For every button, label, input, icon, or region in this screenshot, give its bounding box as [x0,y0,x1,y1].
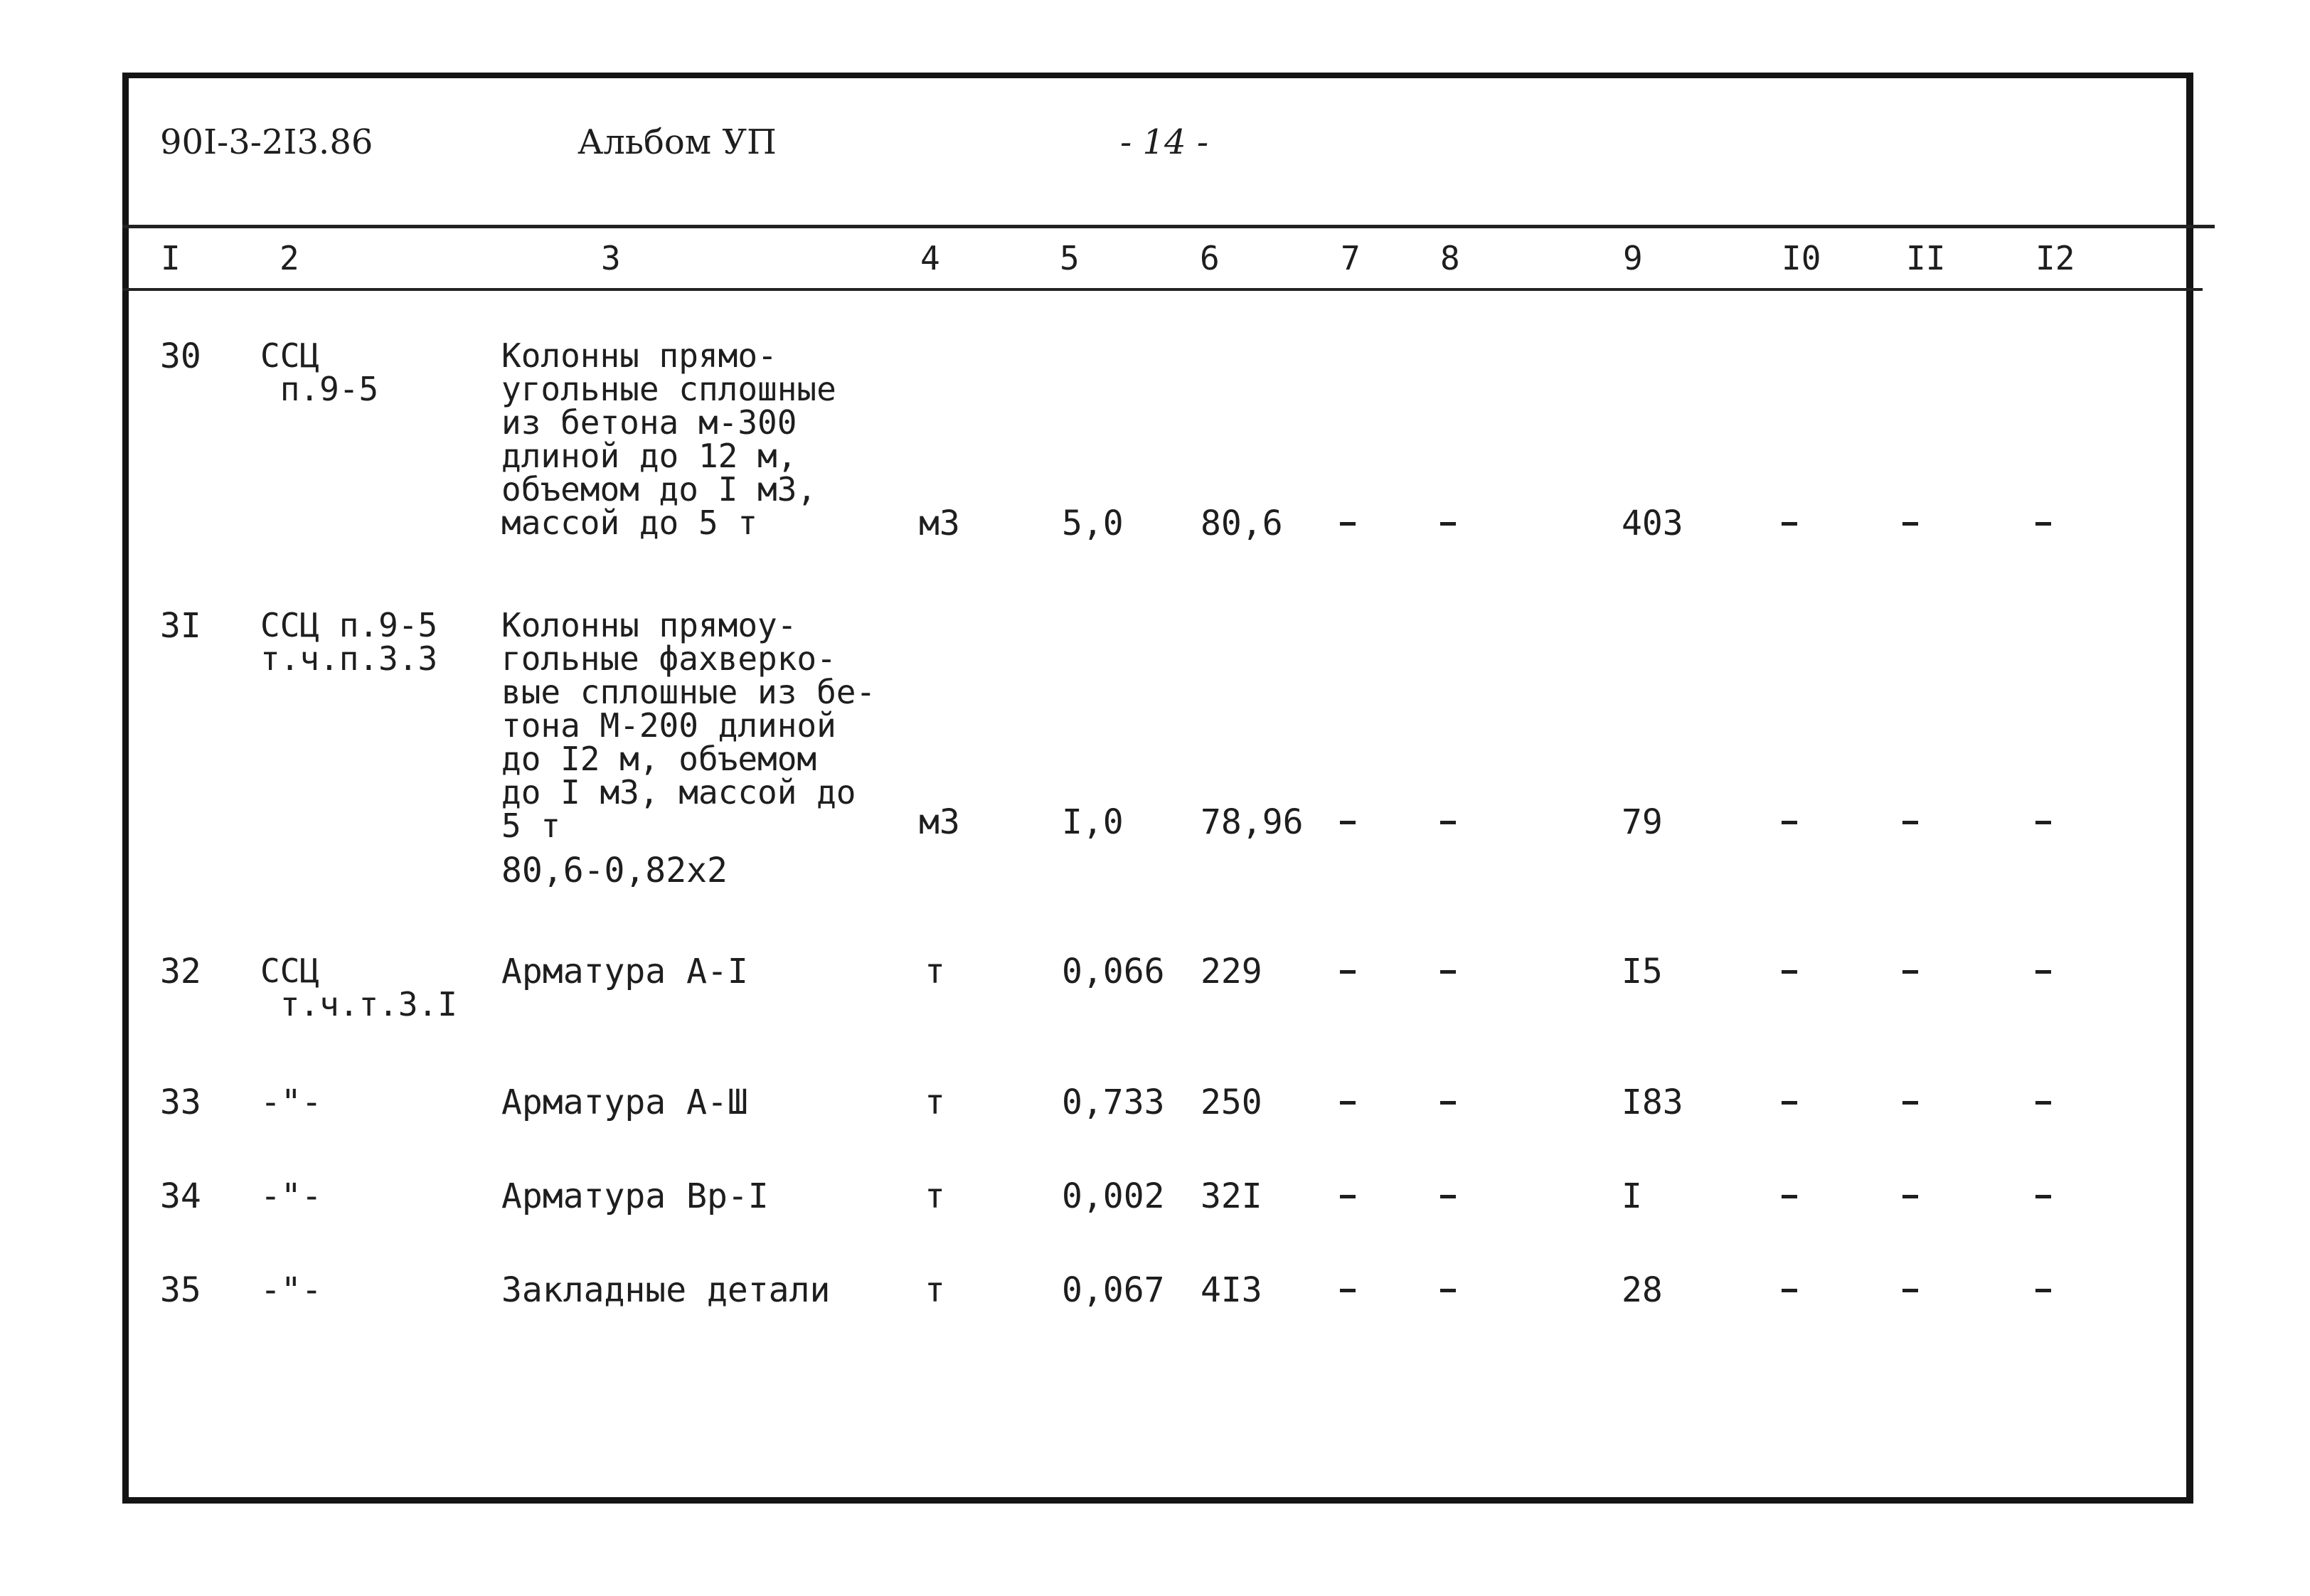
col-num-5: 5 [1060,239,1080,277]
row-col8-dash [1440,522,1456,526]
col-num-3: 3 [601,239,621,277]
row-description: Колонны прямоу- гольные фахверко- вые сплошные из бе- тона М-200 длиной до I2 м, объемом до I м3, массой до 5 т [501,606,876,845]
row-total: 79 [1622,802,1663,842]
row-number: 32 [160,952,201,991]
row-unit-price: 80,6 [1201,504,1283,543]
row-col12-dash [2035,1289,2051,1292]
row-unit: т [925,1082,945,1122]
row-col7-dash [1340,970,1356,974]
col-num-2: 2 [280,239,299,277]
header-bottom-rule [122,288,2203,291]
row-description: Закладные детали [501,1270,831,1310]
page-number: - 14 - [1120,122,1209,162]
col-num-12: I2 [2035,239,2075,277]
col-num-11: II [1906,239,1946,277]
row-col11-dash [1902,522,1918,526]
row-unit: м3 [919,504,960,543]
col-num-10: I0 [1782,239,1821,277]
row-quantity: 0,002 [1062,1176,1165,1216]
row-col7-dash [1340,1289,1356,1292]
row-quantity: I,0 [1062,802,1124,842]
row-code: ССЦ п.9-5 т.ч.п.3.3 [260,606,438,678]
col-num-7: 7 [1341,239,1361,277]
row-unit: т [925,1270,945,1310]
row-unit: т [925,1176,945,1216]
row-col10-dash [1782,1289,1797,1292]
row-code: -"- [260,1176,322,1216]
row-col12-dash [2035,970,2051,974]
row-col11-dash [1902,970,1918,974]
row-col8-dash [1440,821,1456,824]
row-col10-dash [1782,821,1797,824]
row-number: 30 [160,336,201,376]
row-col7-dash [1340,1195,1356,1198]
col-num-8: 8 [1440,239,1460,277]
row-code: ССЦ п.9-5 [260,336,379,408]
row-total: 28 [1622,1270,1663,1310]
row-col11-dash [1902,1195,1918,1198]
row-col10-dash [1782,1101,1797,1105]
row-col12-dash [2035,522,2051,526]
row-unit-price: 32I [1201,1176,1262,1216]
row-code: -"- [260,1082,322,1122]
row-col8-dash [1440,970,1456,974]
row-col7-dash [1340,1101,1356,1105]
row-unit-price: 4I3 [1201,1270,1262,1310]
row-description: Арматура Вр-I [501,1176,769,1216]
row-quantity: 0,067 [1062,1270,1165,1310]
row-unit-price: 229 [1201,952,1262,991]
col-num-9: 9 [1623,239,1643,277]
row-col10-dash [1782,522,1797,526]
row-quantity: 5,0 [1062,504,1124,543]
row-description: Арматура А-I [501,952,748,991]
row-number: 3I [160,606,201,646]
row-unit-price: 250 [1201,1082,1262,1122]
row-col8-dash [1440,1195,1456,1198]
row-total: I83 [1622,1082,1683,1122]
col-num-6: 6 [1200,239,1220,277]
row-col11-dash [1902,1101,1918,1105]
row-quantity: 0,733 [1062,1082,1165,1122]
row-total: I [1622,1176,1642,1216]
doc-code: 90I-3-2I3.86 [160,122,373,162]
row-unit: т [925,952,945,991]
row-number: 34 [160,1176,201,1216]
row-col12-dash [2035,1195,2051,1198]
row-col11-dash [1902,821,1918,824]
row-unit-price: 78,96 [1201,802,1304,842]
row-col12-dash [2035,1101,2051,1105]
row-calculation-note: 80,6-0,82x2 [501,851,728,890]
row-description: Колонны прямо- угольные сплошные из бетона м-300 длиной до 12 м, объемом до I м3, массой до 5 т [501,336,836,542]
row-number: 35 [160,1270,201,1310]
row-col12-dash [2035,821,2051,824]
album-title: Альбом УП [578,122,777,162]
row-code: ССЦ т.ч.т.3.I [260,952,457,1023]
row-col11-dash [1902,1289,1918,1292]
row-description: Арматура А-Ш [501,1082,748,1122]
row-total: I5 [1622,952,1663,991]
row-col8-dash [1440,1289,1456,1292]
col-num-4: 4 [920,239,940,277]
row-quantity: 0,066 [1062,952,1165,991]
row-total: 403 [1622,504,1683,543]
row-col7-dash [1340,522,1356,526]
header-top-rule [122,225,2215,228]
row-number: 33 [160,1082,201,1122]
col-num-1: I [161,239,181,277]
row-code: -"- [260,1270,322,1310]
row-col10-dash [1782,1195,1797,1198]
row-col8-dash [1440,1101,1456,1105]
row-col10-dash [1782,970,1797,974]
row-unit: м3 [919,802,960,842]
row-col7-dash [1340,821,1356,824]
